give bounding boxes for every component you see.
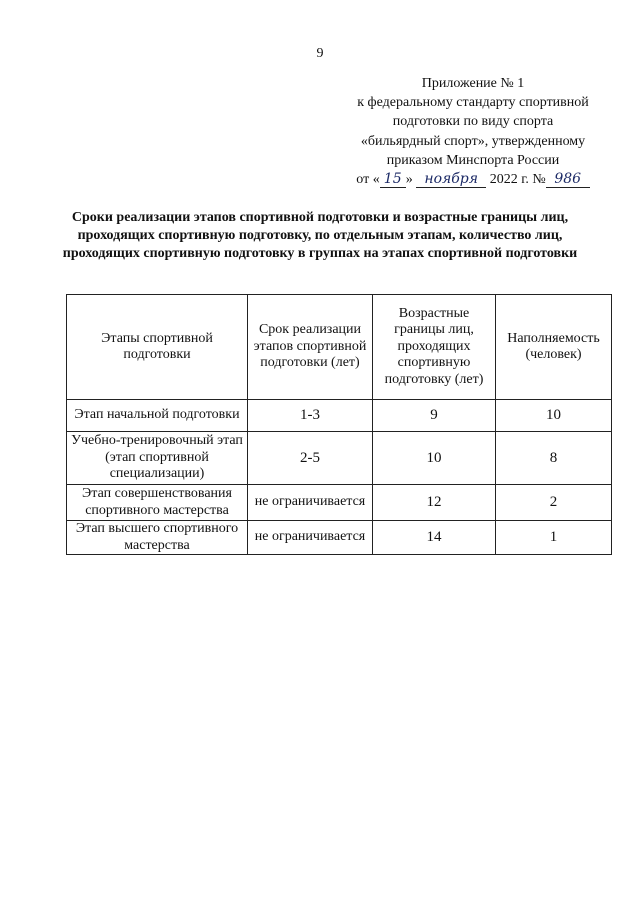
group-size-cell: 8 bbox=[496, 432, 612, 485]
group-size-cell: 2 bbox=[496, 485, 612, 521]
age-cell: 14 bbox=[373, 521, 496, 555]
order-prefix: от « bbox=[356, 172, 380, 188]
stages-table bbox=[66, 294, 612, 555]
document-title: Сроки реализации этапов спортивной подготовки и возрастные границы лиц, проходящих спортивную подготовку, по отдельным этапам, количество лиц, проходящих спортивную подготовку в группах на этапах спортивной подготовки bbox=[62, 210, 578, 261]
table-row bbox=[67, 400, 612, 432]
stage-name: Этап совершенствования спортивного мастерства bbox=[67, 485, 248, 521]
header-age-limits: Возрастные границы лиц, проходящих спортивную подготовку (лет) bbox=[373, 295, 496, 400]
duration-cell: 1-3 bbox=[248, 400, 373, 432]
age-cell: 10 bbox=[373, 432, 496, 485]
header-group-size: Наполняемость (человек) bbox=[496, 295, 612, 400]
page-number: 9 bbox=[316, 46, 324, 61]
order-year: 2022 г. № bbox=[489, 172, 546, 188]
order-mid: » bbox=[405, 172, 413, 188]
table-row bbox=[67, 485, 612, 521]
header-stages: Этапы спортивной подготовки bbox=[67, 295, 248, 400]
table-row bbox=[67, 521, 612, 555]
appendix-line: приказом Минспорта России bbox=[386, 152, 560, 168]
group-size-cell: 10 bbox=[496, 400, 612, 432]
handwritten-day: 15 bbox=[380, 172, 406, 188]
age-cell: 12 bbox=[373, 485, 496, 521]
appendix-block bbox=[338, 74, 608, 189]
handwritten-month: ноября bbox=[416, 172, 486, 188]
stage-name: Этап высшего спортивного мастерства bbox=[67, 521, 248, 555]
appendix-line: «бильярдный спорт», утвержденному bbox=[360, 133, 586, 149]
duration-cell: 2-5 bbox=[248, 432, 373, 485]
appendix-line: к федеральному стандарту спортивной bbox=[357, 95, 589, 111]
stage-name: Этап начальной подготовки bbox=[67, 400, 248, 432]
duration-cell: не ограничивается bbox=[248, 521, 373, 555]
header-duration: Срок реализации этапов спортивной подготовки (лет) bbox=[248, 295, 373, 400]
order-line bbox=[338, 170, 608, 189]
table-row bbox=[67, 432, 612, 485]
stage-name: Учебно-тренировочный этап (этап спортивной специализации) bbox=[67, 432, 248, 485]
appendix-line: Приложение № 1 bbox=[421, 76, 525, 91]
age-cell: 9 bbox=[373, 400, 496, 432]
appendix-line: подготовки по виду спорта bbox=[392, 114, 554, 130]
table-header-row bbox=[67, 295, 612, 400]
group-size-cell: 1 bbox=[496, 521, 612, 555]
handwritten-order-number: 986 bbox=[546, 172, 590, 188]
duration-cell: не ограничивается bbox=[248, 485, 373, 521]
